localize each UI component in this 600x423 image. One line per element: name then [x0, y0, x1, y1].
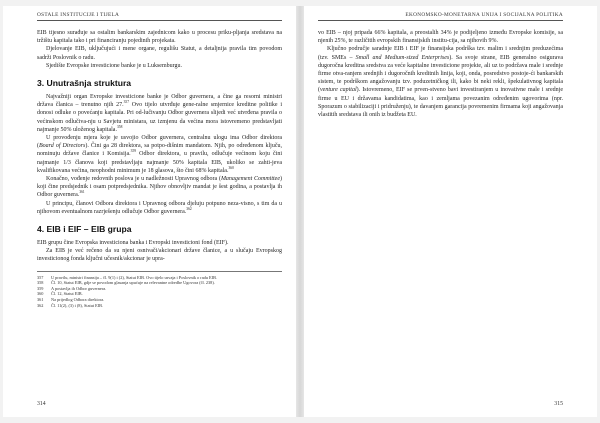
section-heading-structure: 3. Unutrašnja struktura [37, 78, 132, 89]
footnote: 362 Čl. 11(2), (3) i (8), Statut EIB. [37, 302, 104, 308]
structure-paragraph-1: Najvažniji organ Evropske investicione banke je Odbor guvernera, a čine ga resorni ministri država članica – trenutno njih 27.$^{357}$ Ovo tijelo utvrđuje gene-ralne smjernice kreditne politike i donosi odluke o povećanju kapitala. Pri od-lučivanju Odbor guvernera slijedi već utvrđena pravila o većinskom odlučiva-nju u Savjetu ministara, uz izmjenu da većina mora istovremeno predstavljati najmanje 50% uloženog kapitala.$^{358}$ [37, 94, 282, 133]
page-number: 314 [37, 401, 46, 407]
structure-paragraph-3: Konačno, vođenje redovnih poslova je u nadležnosti Upravnog odbora (Management Committee) koji čine predsjednik i osam potpredsjednika. Njihov obnovljiv mandat je šest godina, a postavlja ih Odbor guvernera.$^{361}$ [37, 176, 282, 199]
cooperation-paragraph: Ključno područje saradnje EIB i EIF je finansijska podrška tzv. malim i srednjim preduzećima (tzv. SMEs – Small and Medium-sized Enterprises). Sa svoje strane, EIB generalno osigurava dugoročna kreditna sredstva za veće kapitalne investicione projekte, ali uz to podržava male i srednje firme otva-ranjem srednjih i dugoročnih kreditnih linija, koji, onda, posredstvo postoje-ći bankarskih sistem, te podrškom angažovanju tzv. poduzetničkog ili, kako bi neki rekli, špekulativnog kapitala (venture capital). Istovremeno, EIF se prven-stveno bavi investiranjem u inovativne male i srednje firme u EU i državama kandidatima, kao i zemljama povezanim određenim ugovorima (npr. Sporazum o stabilizaciji i pridruženju), te davanjem garancija povremenim firmama koji angažovanja vlastitih sredstava ili onih iz budžeta EU. [318, 46, 563, 119]
group-paragraph-1: EIB grupu čine Evropska investiciona banka i Evropski investicioni fond (EIF). [37, 240, 229, 247]
left-page [3, 6, 296, 417]
group-paragraph-2: Za EIB je već rečeno da su njeni osnivači/akcionari države članice, a u slučaju Evropskog investicionog fonda ključni učesnik/akcionar je upra- [37, 248, 282, 263]
footnote: 359 A postavlja ih Odbor guvernera. [37, 285, 107, 291]
footnote: 357 U pravilu, ministri finansija – čl. 9(1) i (2), Statut EIB. Ovo tijelo usvaja i Poslovnik o radu EIB. [37, 274, 218, 280]
footnote-ref[interactable]: 362 [186, 206, 192, 211]
left-running-head: OSTALE INSTITUCIJE I TIJELA [37, 12, 282, 21]
footnotes [37, 271, 282, 309]
intro-paragraph-3: Sjedište Evropske investicione banke je u Luksemburgu. [46, 62, 183, 69]
footnote-ref[interactable]: 360 [228, 165, 234, 170]
structure-paragraph-4: U principu, članovi Odbora direktora i Upravnog odbora djeluju potpuno neza-visno, s tim da u njihovom eventualnom razrješenju odlučuje Odbor guvernera.$^{362}$ [37, 200, 282, 215]
structure-paragraph-2: U provođenju mjera koje je usvojio Odbor guvernera, centralnu ulogu ima Odbor direktora (Board of Directors). Čini ga 28 direktora, sa potpo-dišnim mandatom. Njih, po određenom ključu, nominuju države članice i Komisija.$^{359}$ Odbor direktora, u pravilu, odlučuje većinom koju čini najmanje 1/3 članova koji predstavljaju najmanje 50% kapitala EIB, ukoliko se zahti-jeva kvalifikovana većina, neophodni minimum je 18 glasova, što čini 68% kapitala.$^{360}$ [37, 135, 282, 174]
intro-paragraph-2: Djelovanje EIB, uključujući i mene organe, regulišu Statut, a detaljnija pravila tim povodom sadrži Poslovnik o radu. [37, 46, 282, 61]
footnote: 360 Čl. 12, Statut EIB. [37, 291, 83, 297]
intro-paragraph-1: EIB tijesno surađuje sa ostalim bankarskim zajednicom kako u procesu priku-pljanja sredstava na tržištu kapitala tako i pri financiranju pojedinih projekata. [37, 30, 282, 45]
footnote: 358 Čl. 10, Statut EIB, gdje se povodom glasanja upućuje na relevantne odredbe Ugovora (čl. 238). [37, 280, 215, 286]
right-running-head: EKONOMSKO-MONETARNA UNIJA I SOCIJALNA POLITIKA [318, 12, 563, 21]
section-heading-eib-group: 4. EIB i EIF – EIB grupa [37, 224, 132, 235]
footnote-ref[interactable]: 357 [123, 100, 129, 105]
footnote-ref[interactable]: 358 [116, 124, 123, 129]
right-page [304, 6, 597, 417]
footnote-ref[interactable]: 359 [130, 149, 137, 154]
footnote: 361 Na prijedlog Odbora direktora. [37, 297, 105, 303]
page-number: 315 [554, 401, 563, 407]
book-spine [296, 6, 304, 417]
footnote-ref[interactable]: 361 [79, 190, 85, 195]
continuation-paragraph: vo EIB – njoj pripada 66% kapitala, a preostalih 34% je podijeljeno između Evropske komisije, sa njenih 25%, te različitih evropskih finansijskih institu-cija, sa njihovih 9%. [318, 30, 563, 45]
